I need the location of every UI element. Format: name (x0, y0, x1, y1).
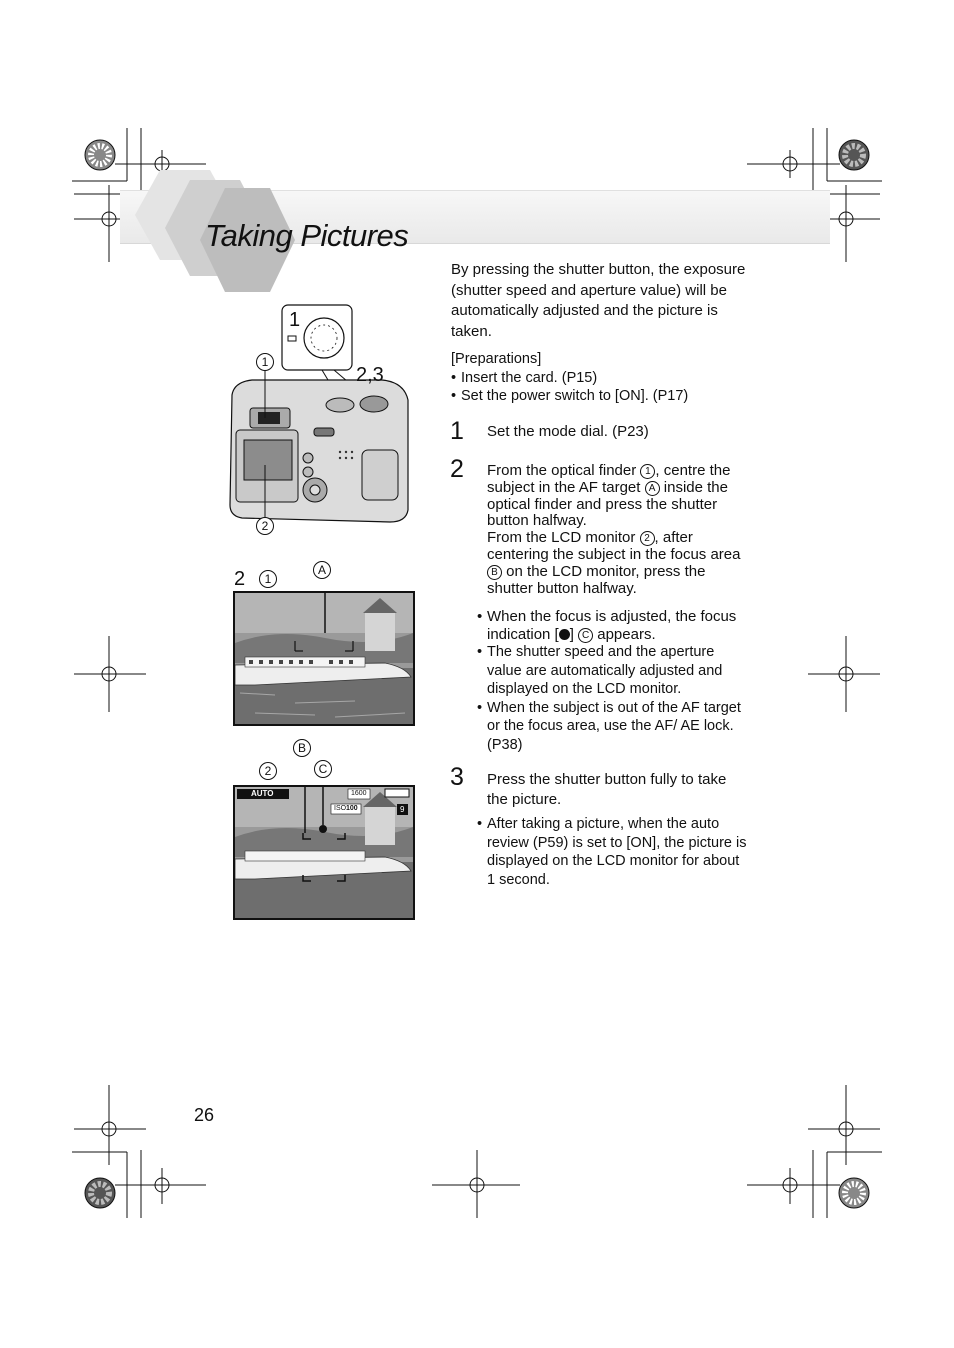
step2-bullets (477, 608, 749, 754)
bullet-item: • When the subject is out of the AF target or the focus area, use the AF/ AE lock. (P38) (477, 699, 749, 755)
intro-paragraph: By pressing the shutter button, the exposure (shutter speed and aperture value) will be automatically adjusted and the picture is taken. (451, 261, 746, 340)
callout-af-target: A (313, 561, 331, 579)
camera-illustration (222, 300, 422, 540)
callout-lcd-monitor: 2 (256, 517, 274, 535)
circled-letter: C (578, 628, 593, 643)
preparations-heading: [Preparations] (451, 351, 542, 367)
bullet-item: • The shutter speed and the aperture value are automatically adjusted and displayed on the LCD monitor. (477, 643, 749, 699)
page-number: 26 (194, 1105, 215, 1125)
boat-scene (235, 593, 413, 724)
lcd-iso-label: ISO (334, 805, 347, 812)
step3-bullets (477, 815, 749, 889)
page-title: Taking Pictures (205, 218, 409, 253)
focus-dot-icon (559, 629, 570, 640)
shutter-label: 2,3 (356, 364, 384, 386)
circled-letter: A (645, 481, 660, 496)
lcd-monitor-view (233, 785, 415, 920)
callout-optical-finder-2: 1 (259, 570, 277, 588)
step-text: Press the shutter button fully to take the picture. (487, 771, 727, 808)
lcd-picture-size: 1600 (351, 790, 367, 797)
boat-scene-lcd (235, 787, 413, 918)
mode-dial-label: 1 (289, 309, 301, 331)
step-text: Set the mode dial. (P23) (487, 423, 649, 440)
preparation-item: • Insert the card. (P15) (451, 369, 751, 388)
optical-finder-view (233, 591, 415, 726)
preparation-item: • Set the power switch to [ON]. (P17) (451, 387, 751, 406)
step-text: From the optical finder 1 , centre the subject in the AF target A inside the optical finder and press the shutter button halfway. From the LCD monitor 2 , after centering the subject in the focus area B on the LCD monitor, press the shutter button halfway. (487, 462, 741, 597)
step-number: 3 (450, 763, 464, 791)
callout-lcd-monitor-2: 2 (259, 762, 277, 780)
bullet-item: • After taking a picture, when the auto review (P59) is set to [ON], the picture is displayed on the LCD monitor for about 1 second. (477, 815, 749, 889)
step2-label: 2 (234, 568, 246, 590)
circled-number: 2 (640, 531, 655, 546)
callout-focus-indication: C (314, 760, 332, 778)
lcd-mode-indicator: AUTO (251, 789, 274, 798)
callout-focus-area: B (293, 739, 311, 757)
preparations (451, 350, 751, 406)
circled-number: 1 (640, 464, 655, 479)
step-number: 1 (450, 417, 464, 445)
step-number: 2 (450, 455, 464, 483)
circled-letter: B (487, 565, 502, 580)
callout-optical-finder: 1 (256, 353, 274, 371)
preparations-list (451, 369, 751, 406)
bullet-item: • When the focus is adjusted, the focus indication [ ] C appears. (477, 608, 749, 643)
lcd-iso-value: 100 (346, 805, 358, 812)
lcd-shot-count: 9 (400, 805, 405, 814)
